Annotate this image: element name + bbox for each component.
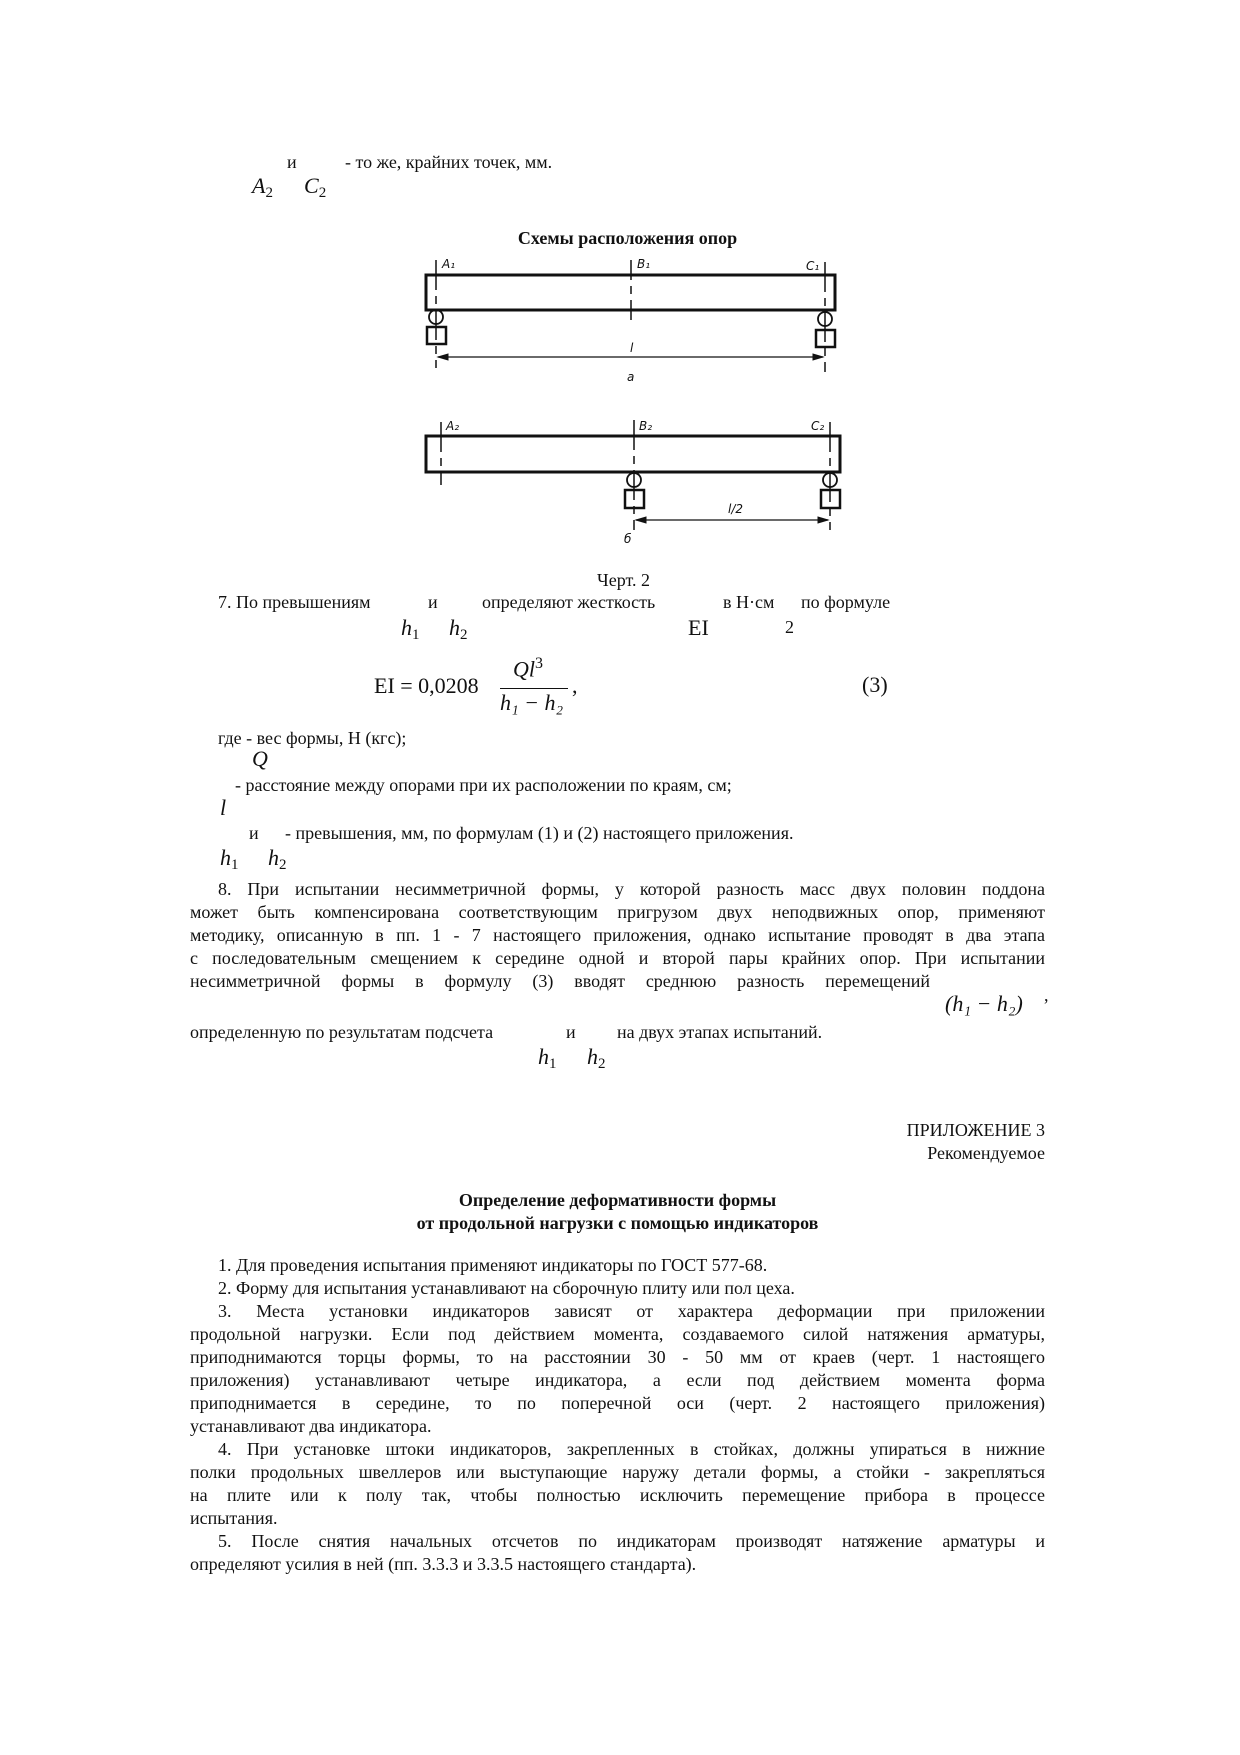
paragraph-line: методику, описанную в пп. 1 - 7 настоящего приложения, однако испытание проводят в два этапа <box>190 925 1045 945</box>
math-h1: $h_1$ <box>538 1044 557 1072</box>
appendix-title-2: от продольной нагрузки с помощью индикаторов <box>416 1213 819 1233</box>
paragraph-line: приподнимается в середине, то по поперечной оси (черт. 2 настоящего приложения) <box>190 1393 1045 1413</box>
sub-a: а <box>627 370 635 384</box>
paragraph-line: несимметричной формы в формулу (3) вводят среднюю разность перемещений <box>190 971 930 991</box>
comma: , <box>1044 985 1049 1005</box>
math-h1: $h_1$ <box>401 615 420 643</box>
beam-b <box>426 436 840 472</box>
formula-comma: , <box>572 673 578 698</box>
conjunction: и <box>249 823 259 843</box>
appendix-title-1: Определение деформативности формы <box>458 1190 777 1210</box>
formula-denominator: h₁ − h₂ <box>500 690 564 715</box>
where-h-text: - превышения, мм, по формулам (1) и (2) настоящего приложения. <box>285 823 794 843</box>
conjunction: и <box>287 152 297 172</box>
sub-b: б <box>624 532 632 546</box>
paragraph-line: устанавливают два индикатора. <box>190 1416 432 1436</box>
math-h1: $h_1$ <box>220 845 239 873</box>
paragraph-line: приложения) устанавливают четыре индикатора, а если под действием момента форма <box>190 1370 1045 1390</box>
figure-title: Схемы расположения опор <box>517 228 738 248</box>
unit-exponent: 2 <box>785 617 794 637</box>
label-a2: A₂ <box>446 419 460 433</box>
formula-number: (3) <box>862 672 888 697</box>
math-h-difference: (h₁ − h₂) <box>945 991 1023 1016</box>
para7-text-1: 7. По превышениям <box>218 592 371 612</box>
label-b2: B₂ <box>639 419 653 433</box>
paragraph-line: с последовательным смещением к середине одной и второй пары крайних опор. При испытании <box>190 948 1045 968</box>
label-c2: C₂ <box>811 419 825 433</box>
para7-text-2: определяют жесткость <box>482 592 656 612</box>
appendix-status: Рекомендуемое <box>927 1143 1045 1163</box>
paragraph-line: 3. Места установки индикаторов зависят от характера деформации при приложении <box>218 1301 1045 1321</box>
math-ei: EI <box>688 615 709 640</box>
paragraph-line: на плите или к полу так, чтобы полностью исключить перемещение прибора в процессе <box>190 1485 1045 1505</box>
appendix-label: ПРИЛОЖЕНИЕ 3 <box>906 1120 1045 1140</box>
formula-numerator: Ql$^3$ <box>513 655 543 682</box>
paragraph-line: 2. Форму для испытания устанавливают на сборочную плиту или пол цеха. <box>218 1278 795 1298</box>
figure-caption: Черт. 2 <box>597 570 650 590</box>
paragraph-line: может быть компенсирована соответствующим пригрузом двух неподвижных опор, применяют <box>190 902 1045 922</box>
paragraph-line: продольной нагрузки. Если под действием момента, создаваемого силой натяжения арматуры, <box>190 1324 1045 1344</box>
para7-text-4: по формуле <box>801 592 891 612</box>
fraction-bar <box>500 688 568 689</box>
paragraph-line: приподнимаются торцы формы, то на расстоянии 30 - 50 мм от краев (черт. 1 настоящего <box>190 1347 1045 1367</box>
paragraph-line: определяют усилия в ней (пп. 3.3.3 и 3.3.5 настоящего стандарта). <box>190 1554 697 1574</box>
label-b1: B₁ <box>637 257 651 271</box>
math-a2: $A_2$ <box>252 173 273 201</box>
math-h2: $h_2$ <box>268 845 287 873</box>
conjunction: и <box>566 1022 576 1042</box>
para8-final-a: определенную по результатам подсчета <box>190 1022 494 1042</box>
dim-l: l <box>630 341 634 355</box>
where-l-text: - расстояние между опорами при их расположении по краям, см; <box>235 775 732 795</box>
support-scheme-diagram <box>0 0 1240 560</box>
para7-text-3: в Н·см <box>723 592 775 612</box>
math-c2: $C_2$ <box>304 173 327 201</box>
paragraph-line: полки продольных швеллеров или выступающие наружу детали формы, а стойки - закрепляться <box>190 1462 1045 1482</box>
paragraph-line: 4. При установке штоки индикаторов, закрепленных в стойках, должны упираться в нижние <box>218 1439 1045 1459</box>
para8-final-b: на двух этапах испытаний. <box>617 1022 823 1042</box>
paragraph-line: 8. При испытании несимметричной формы, у которой разность масс двух половин поддона <box>218 879 1045 899</box>
paragraph-line: испытания. <box>190 1508 278 1528</box>
math-q: Q <box>252 746 268 771</box>
formula-lhs: EI = 0,0208 <box>374 673 479 698</box>
top-line-text: - то же, крайних точек, мм. <box>345 152 553 172</box>
math-h2: $h_2$ <box>449 615 468 643</box>
label-a1: A₁ <box>442 257 456 271</box>
label-c1: C₁ <box>806 259 820 273</box>
where-q-text: где - вес формы, Н (кгс); <box>218 728 407 748</box>
dim-l-half: l/2 <box>728 502 744 516</box>
paragraph-line: 5. После снятия начальных отсчетов по индикаторам производят натяжение арматуры и <box>218 1531 1045 1551</box>
paragraph-line: 1. Для проведения испытания применяют индикаторы по ГОСТ 577-68. <box>218 1255 768 1275</box>
conjunction: и <box>428 592 438 612</box>
math-h2: $h_2$ <box>587 1044 606 1072</box>
math-l: l <box>220 795 227 820</box>
